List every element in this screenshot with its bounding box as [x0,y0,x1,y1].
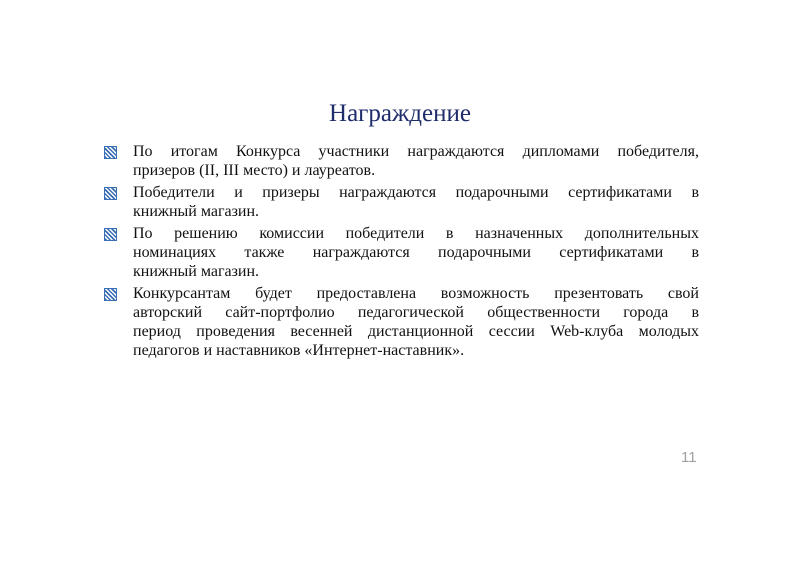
slide-title: Награждение [329,100,471,127]
hatched-square-icon [104,187,117,200]
bullet-text-line: Победители и призеры награждаются подарочными сертификатами в [133,184,699,201]
bullet-text-line: призеров (II, III место) и лауреатов. [133,162,376,179]
bullet-text-line: педагогов и наставников «Интернет-наставник». [133,342,465,359]
page-number: 11 [681,449,697,466]
bullet-item [104,224,699,281]
bullet-text-line: Конкурсантам будет предоставлена возможность презентовать свой [133,285,699,302]
bullet-text-line: По итогам Конкурса участники награждаются дипломами победителя, [133,143,699,160]
hatched-square-icon [104,146,117,159]
bullet-text-line: номинациях также награждаются подарочными сертификатами в [133,244,699,261]
bullet-item [104,284,699,360]
hatched-square-icon [104,228,117,241]
bullet-item [104,142,699,180]
bullet-text-line: авторский сайт-портфолио педагогической общественности города в [133,304,699,321]
hatched-square-icon [104,288,117,301]
bullet-list [104,142,699,363]
bullet-text-line: По решению комиссии победители в назначенных дополнительных [133,225,699,242]
bullet-text-line: книжный магазин. [133,263,260,280]
bullet-text-line: период проведения весенней дистанционной сессии Web-клуба молодых [133,323,699,340]
bullet-text-line: книжный магазин. [133,203,260,220]
bullet-item [104,183,699,221]
